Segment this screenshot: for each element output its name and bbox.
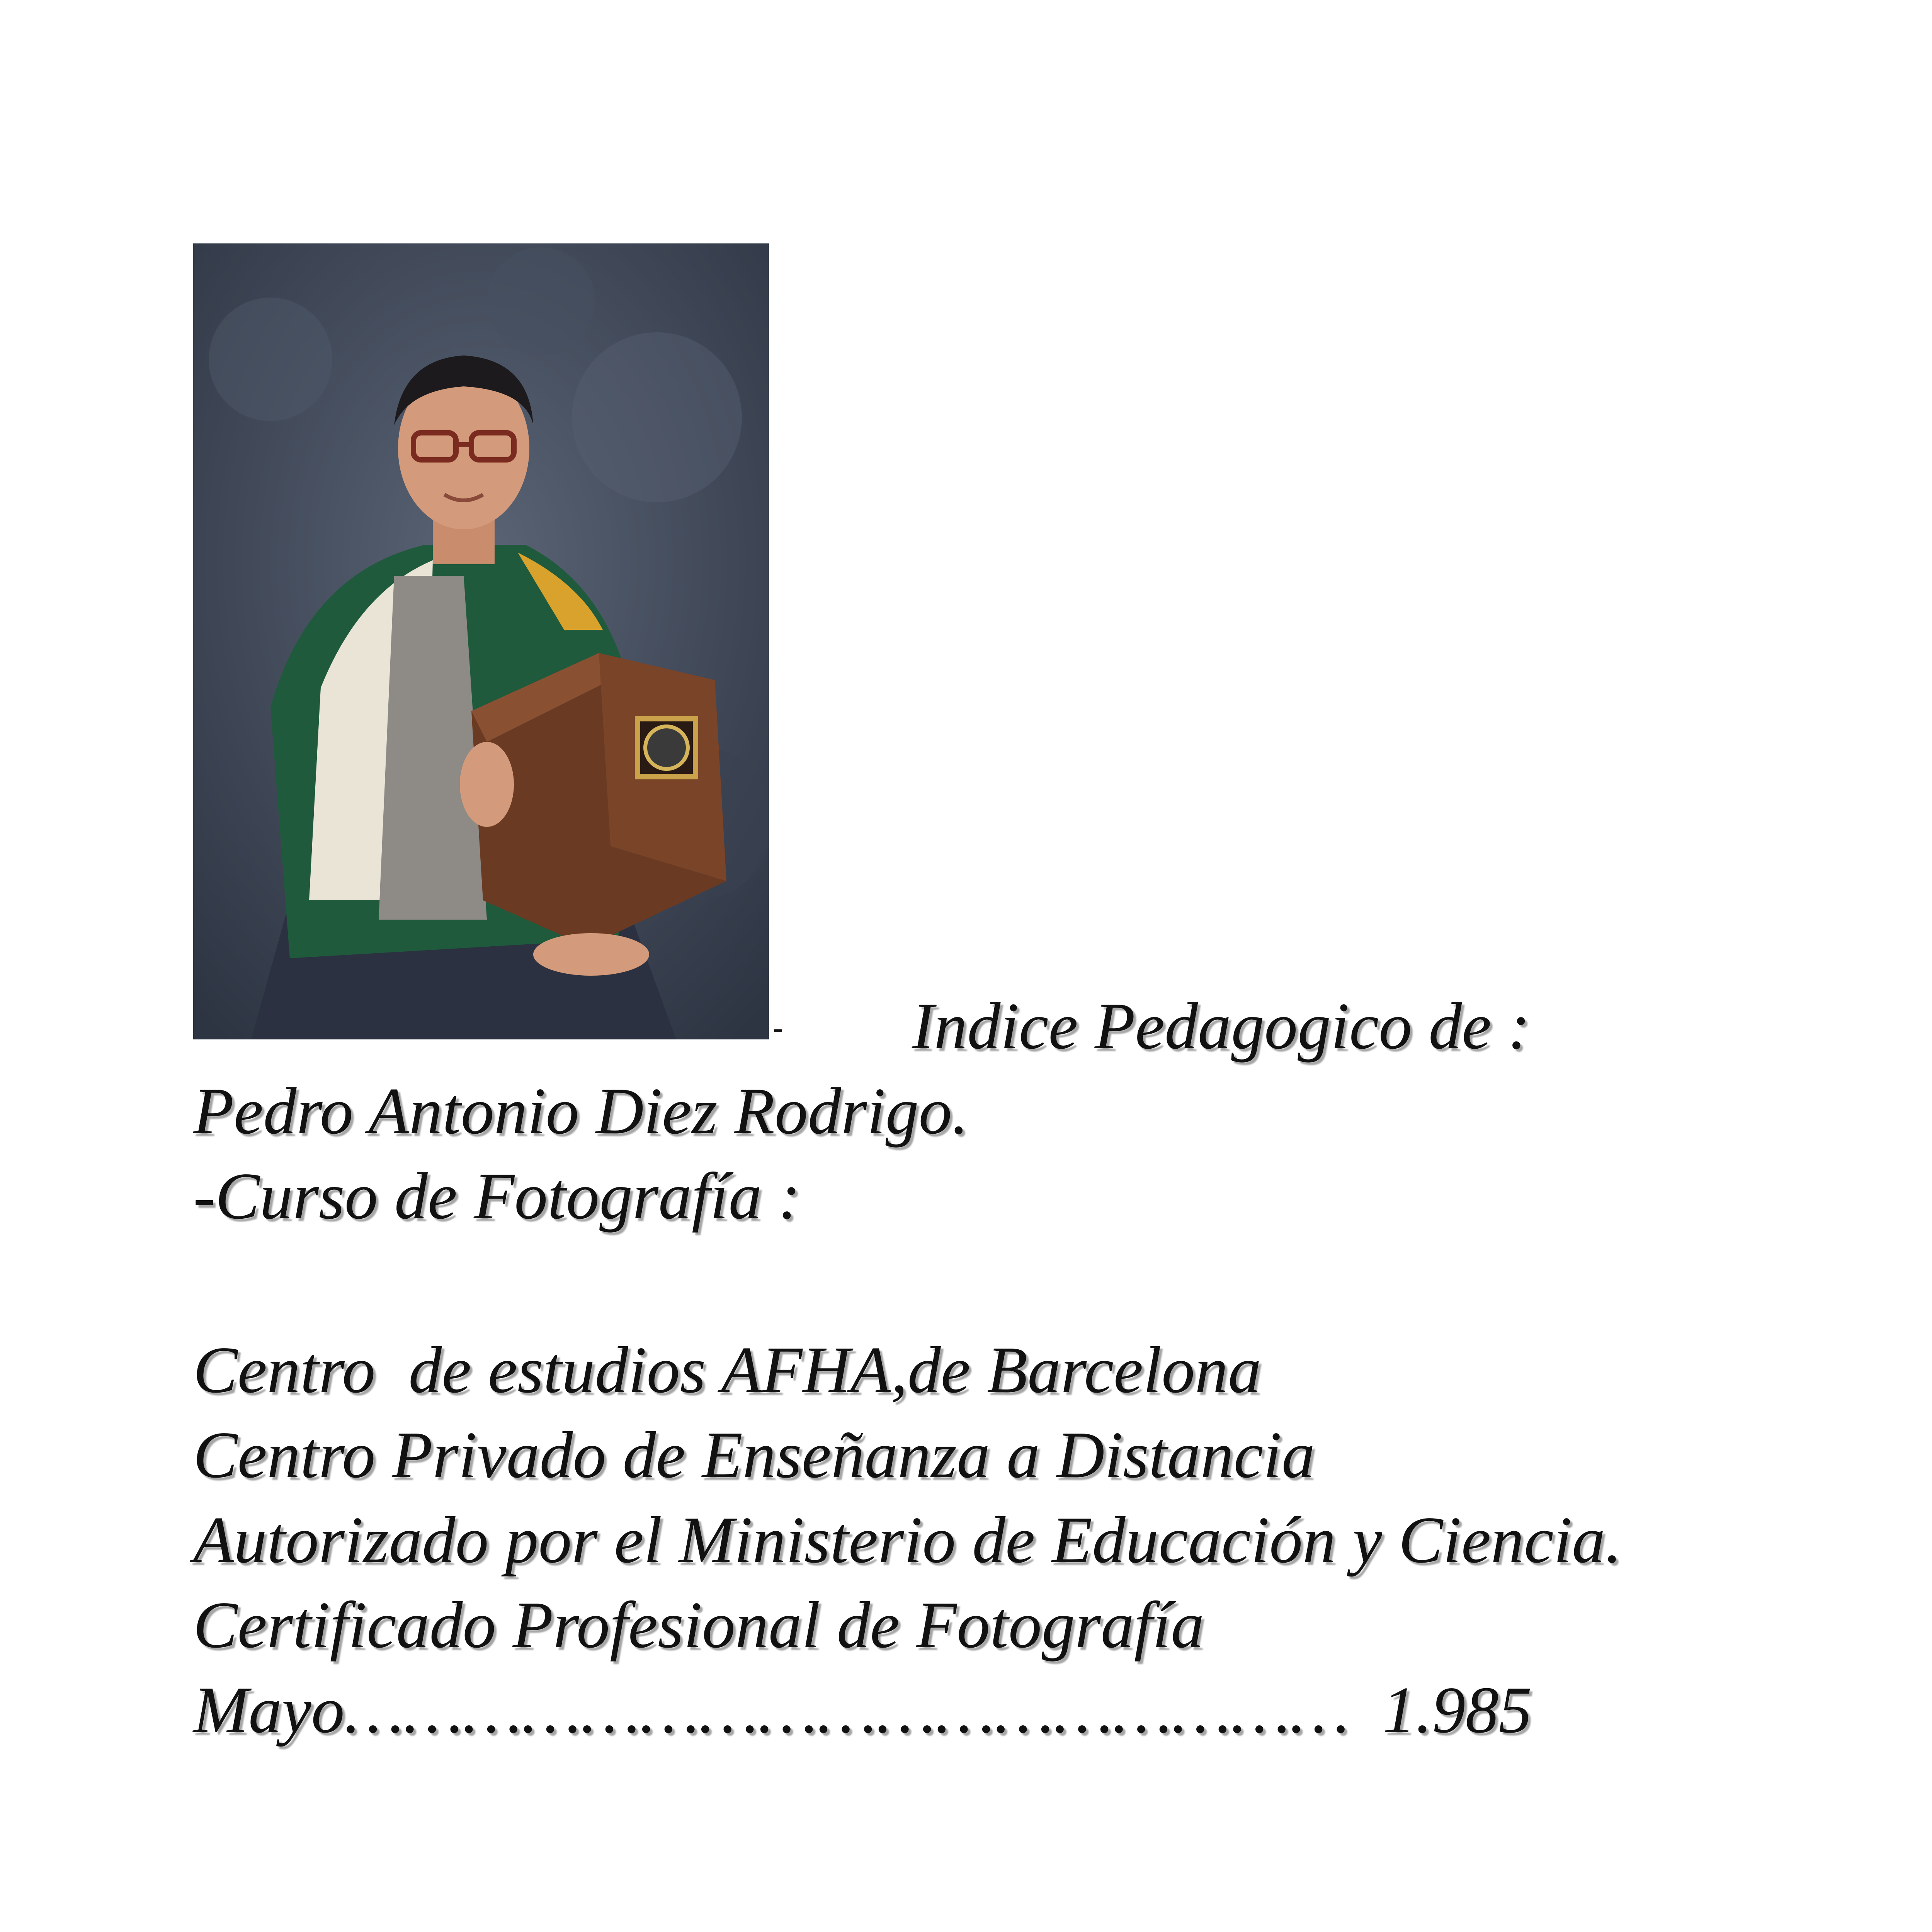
section1-line1: Centro de estudios AFHA,de Barcelona [193, 1333, 1262, 1407]
header-dash: - [773, 1011, 783, 1045]
person-name: Pedro Antonio Diez Rodrigo. [193, 1075, 969, 1148]
section1-line3: Autorizado por el Ministerio de Educación y Ciencia. [193, 1503, 1622, 1577]
course-heading: -Curso de Fotografía : [193, 1160, 801, 1233]
section1-line2: Centro Privado de Enseñanza a Distancia [193, 1418, 1315, 1492]
document-title: Indice Pedagogico de : [912, 990, 1530, 1063]
section1-line4: Certificado Profesional de Fotografía [193, 1588, 1204, 1662]
section1-line5: Mayo…………………………………………… 1.985 [193, 1673, 1532, 1747]
portrait-photo [193, 243, 769, 1039]
portrait-photo-illustration [193, 243, 769, 1039]
